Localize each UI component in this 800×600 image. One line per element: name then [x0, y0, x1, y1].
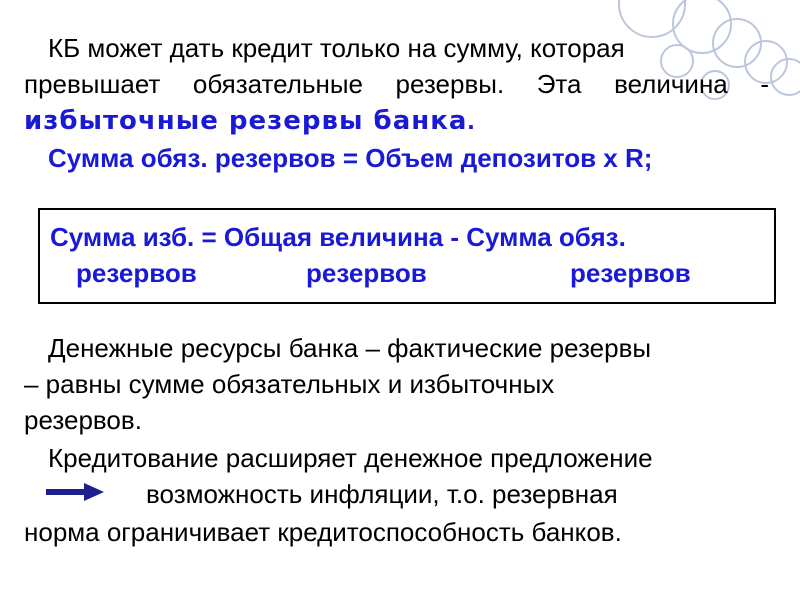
paragraph1-line3	[24, 104, 769, 137]
formula-box-label-b: резервов	[306, 258, 427, 288]
paragraph3-line2: возможность инфляции, т.о. резервная	[146, 479, 618, 509]
right-arrow-icon	[46, 482, 104, 502]
formula-box-line1: Сумма изб. = Общая величина - Сумма обяз.	[50, 222, 626, 252]
decorative-ring-icon	[770, 58, 800, 96]
excess-reserves-formula-box	[38, 208, 776, 304]
paragraph1-line1: КБ может дать кредит только на сумму, которая	[48, 33, 625, 63]
paragraph2-line1: Денежные ресурсы банка – фактические резервы	[48, 333, 652, 363]
formula-box-label-c: резервов	[570, 258, 691, 288]
excess-reserves-term: избыточные резервы банка	[24, 106, 468, 136]
period: .	[467, 105, 475, 135]
paragraph2-line2: – равны сумме обязательных и избыточных	[24, 369, 555, 399]
formula-box-label-a: резервов	[76, 258, 197, 288]
paragraph2-line3: резервов.	[24, 405, 142, 435]
paragraph1-line2: превышает обязательные резервы. Эта величина -	[24, 69, 769, 99]
required-reserves-formula: Сумма обяз. резервов = Объем депозитов х R;	[48, 143, 653, 173]
paragraph3-line1: Кредитование расширяет денежное предложение	[48, 443, 653, 473]
paragraph3-line3: норма ограничивает кредитоспособность банков.	[24, 517, 622, 547]
